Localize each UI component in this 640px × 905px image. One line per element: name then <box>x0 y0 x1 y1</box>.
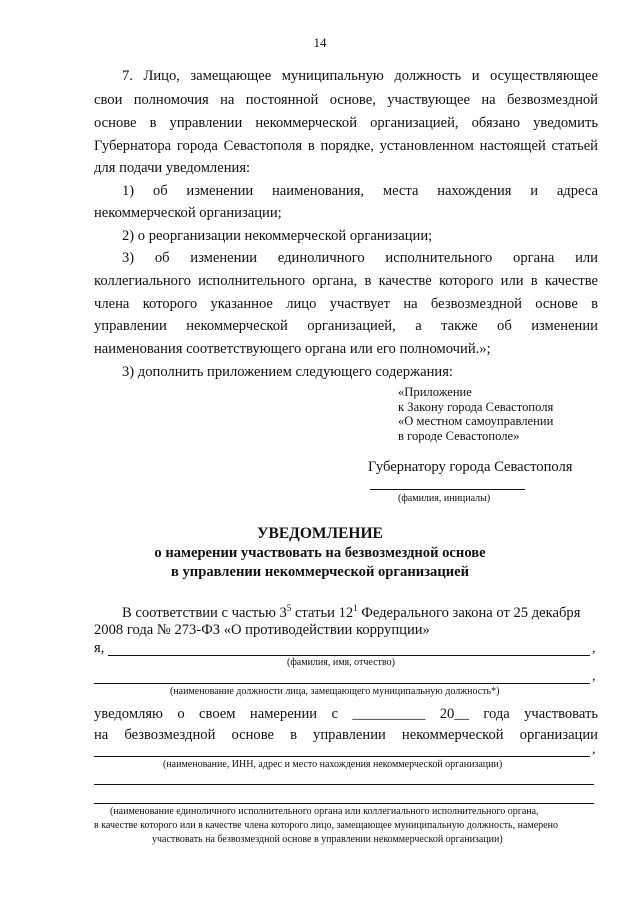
notify-line: уведомляю о своем намерении с __________ 20__ года участвовать <box>94 706 598 722</box>
item-2: 2) о реорганизации некоммерческой организации; <box>122 228 433 244</box>
item-1-line-2: некоммерческой организации; <box>94 205 282 221</box>
blank-field-line-2[interactable] <box>94 803 594 804</box>
notice-subtitle-2: в управлении некоммерческой организацией <box>170 564 470 580</box>
paragraph-7-line-5: для подачи уведомления: <box>94 160 251 176</box>
body-line-1-sup-2: 1 <box>353 603 358 613</box>
body-line-2: 2008 года № 273-ФЗ «О противодействии коррупции» <box>94 622 430 638</box>
blank-field-line-1[interactable] <box>94 784 594 785</box>
item-3-line-3: члена которого указанное лицо участвует на безвозмездной основе в <box>94 296 598 312</box>
supplement-line: 3) дополнить приложением следующего содержания: <box>122 364 453 380</box>
appendix-line-3: «О местном самоуправлении <box>398 414 554 428</box>
item-3-line-4: управлении некоммерческой организацией, а также об изменении <box>94 318 598 334</box>
item-1-line-1: 1) об изменении наименования, места нахождения и адреса <box>122 183 598 199</box>
notice-title: УВЕДОМЛЕНИЕ <box>257 525 383 542</box>
appendix-line-2: к Закону города Севастополя <box>398 400 554 414</box>
paragraph-7-line-1: 7. Лицо, замещающее муниципальную должность и осуществляющее <box>122 68 598 84</box>
fio-comma: , <box>592 641 596 656</box>
organization-caption: (наименование, ИНН, адрес и место нахождения некоммерческой организации) <box>163 759 503 770</box>
addressee: Губернатору города Севастополя <box>368 459 573 475</box>
body-line-1 <box>122 603 580 622</box>
position-caption: (наименование должности лица, замещающего муниципальную должность*) <box>170 686 500 697</box>
organization-field-line[interactable] <box>94 756 590 757</box>
basis-line: на безвозмездной основе в управлении некоммерческой организации <box>94 727 598 743</box>
item-3-line-1: 3) об изменении единоличного исполнительного органа или <box>122 250 598 266</box>
item-3-line-2: коллегиального исполнительного органа, в качестве которого или в качестве <box>94 273 598 289</box>
executive-body-caption-1: (наименование единоличного исполнительного органа или коллегиального исполнительного органа, <box>110 806 539 817</box>
body-line-1-part-b: статьи 12 <box>291 604 354 621</box>
executive-body-caption-3: участвовать на безвозмездной основе в управлении некоммерческой организации) <box>152 834 503 845</box>
fio-caption: (фамилия, имя, отчество) <box>287 657 395 668</box>
notice-subtitle-1: о намерении участвовать на безвозмездной основе <box>154 545 486 561</box>
fio-field-line[interactable] <box>108 655 590 656</box>
appendix-line-4: в городе Севастополе» <box>398 429 520 443</box>
body-line-1-part-c: Федерального закона от 25 декабря <box>357 604 581 621</box>
body-line-1-part-a: В соответствии с частью 3 <box>122 604 287 621</box>
body-line-1-sup-1: 5 <box>286 603 292 613</box>
paragraph-7-line-4: Губернатора города Севастополя в порядке, установленном настоящей статьей <box>94 138 598 154</box>
addressee-caption: (фамилия, инициалы) <box>398 493 491 504</box>
addressee-underline <box>370 489 525 490</box>
ya-label: я, <box>94 640 105 656</box>
appendix-line-1: «Приложение <box>398 385 472 399</box>
paragraph-7-line-3: основе в управлении некоммерческой организацией, обязано уведомить <box>94 115 598 131</box>
organization-comma: , <box>592 742 596 757</box>
item-3-line-5: наименования соответствующего органа или его полномочий.»; <box>94 341 491 357</box>
position-comma: , <box>592 669 596 684</box>
executive-body-caption-2: в качестве которого или в качестве члена которого лицо, замещающее муниципальную должность, намерено <box>94 820 558 831</box>
page-number: 14 <box>313 35 327 50</box>
paragraph-7-line-2: свои полномочия на постоянной основе, участвующее на безвозмездной <box>94 92 598 108</box>
position-field-line[interactable] <box>94 683 590 684</box>
